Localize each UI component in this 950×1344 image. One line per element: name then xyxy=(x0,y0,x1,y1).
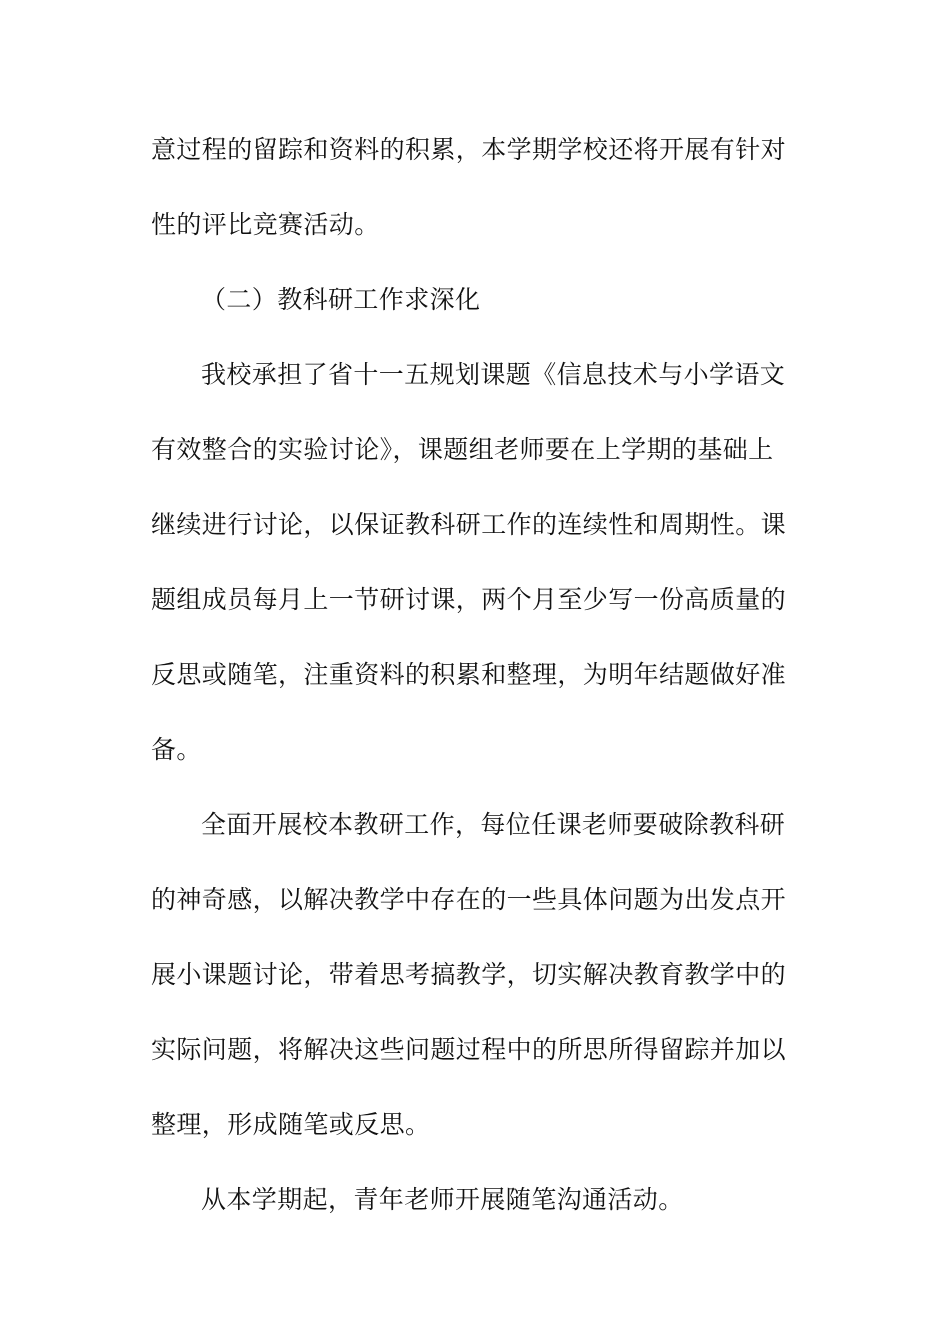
text-line-6: 继续进行讨论，以保证教科研工作的连续性和周期性。课 xyxy=(151,510,787,539)
text-line-4: 我校承担了省十一五规划课题《信息技术与小学语文 xyxy=(201,360,786,389)
text-line-10: 全面开展校本教研工作，每位任课老师要破除教科研 xyxy=(201,810,786,839)
text-line-1: 意过程的留踪和资料的积累，本学期学校还将开展有针对 xyxy=(151,135,787,164)
section-heading: （二）教科研工作求深化 xyxy=(201,285,481,314)
text-line-8: 反思或随笔，注重资料的积累和整理，为明年结题做好准 xyxy=(151,660,787,689)
text-line-5: 有效整合的实验讨论》，课题组老师要在上学期的基础上 xyxy=(151,435,774,464)
text-line-2: 性的评比竞赛活动。 xyxy=(151,210,380,239)
text-line-12: 展小课题讨论，带着思考搞教学，切实解决教育教学中的 xyxy=(151,960,787,989)
text-line-7: 题组成员每月上一节研讨课，两个月至少写一份高质量的 xyxy=(151,585,787,614)
text-line-11: 的神奇感，以解决教学中存在的一些具体问题为出发点开 xyxy=(151,885,787,914)
text-line-14: 整理，形成随笔或反思。 xyxy=(151,1110,431,1139)
text-line-13: 实际问题，将解决这些问题过程中的所思所得留踪并加以 xyxy=(151,1035,787,1064)
text-line-9: 备。 xyxy=(151,735,202,764)
text-line-15: 从本学期起，青年老师开展随笔沟通活动。 xyxy=(201,1185,684,1214)
